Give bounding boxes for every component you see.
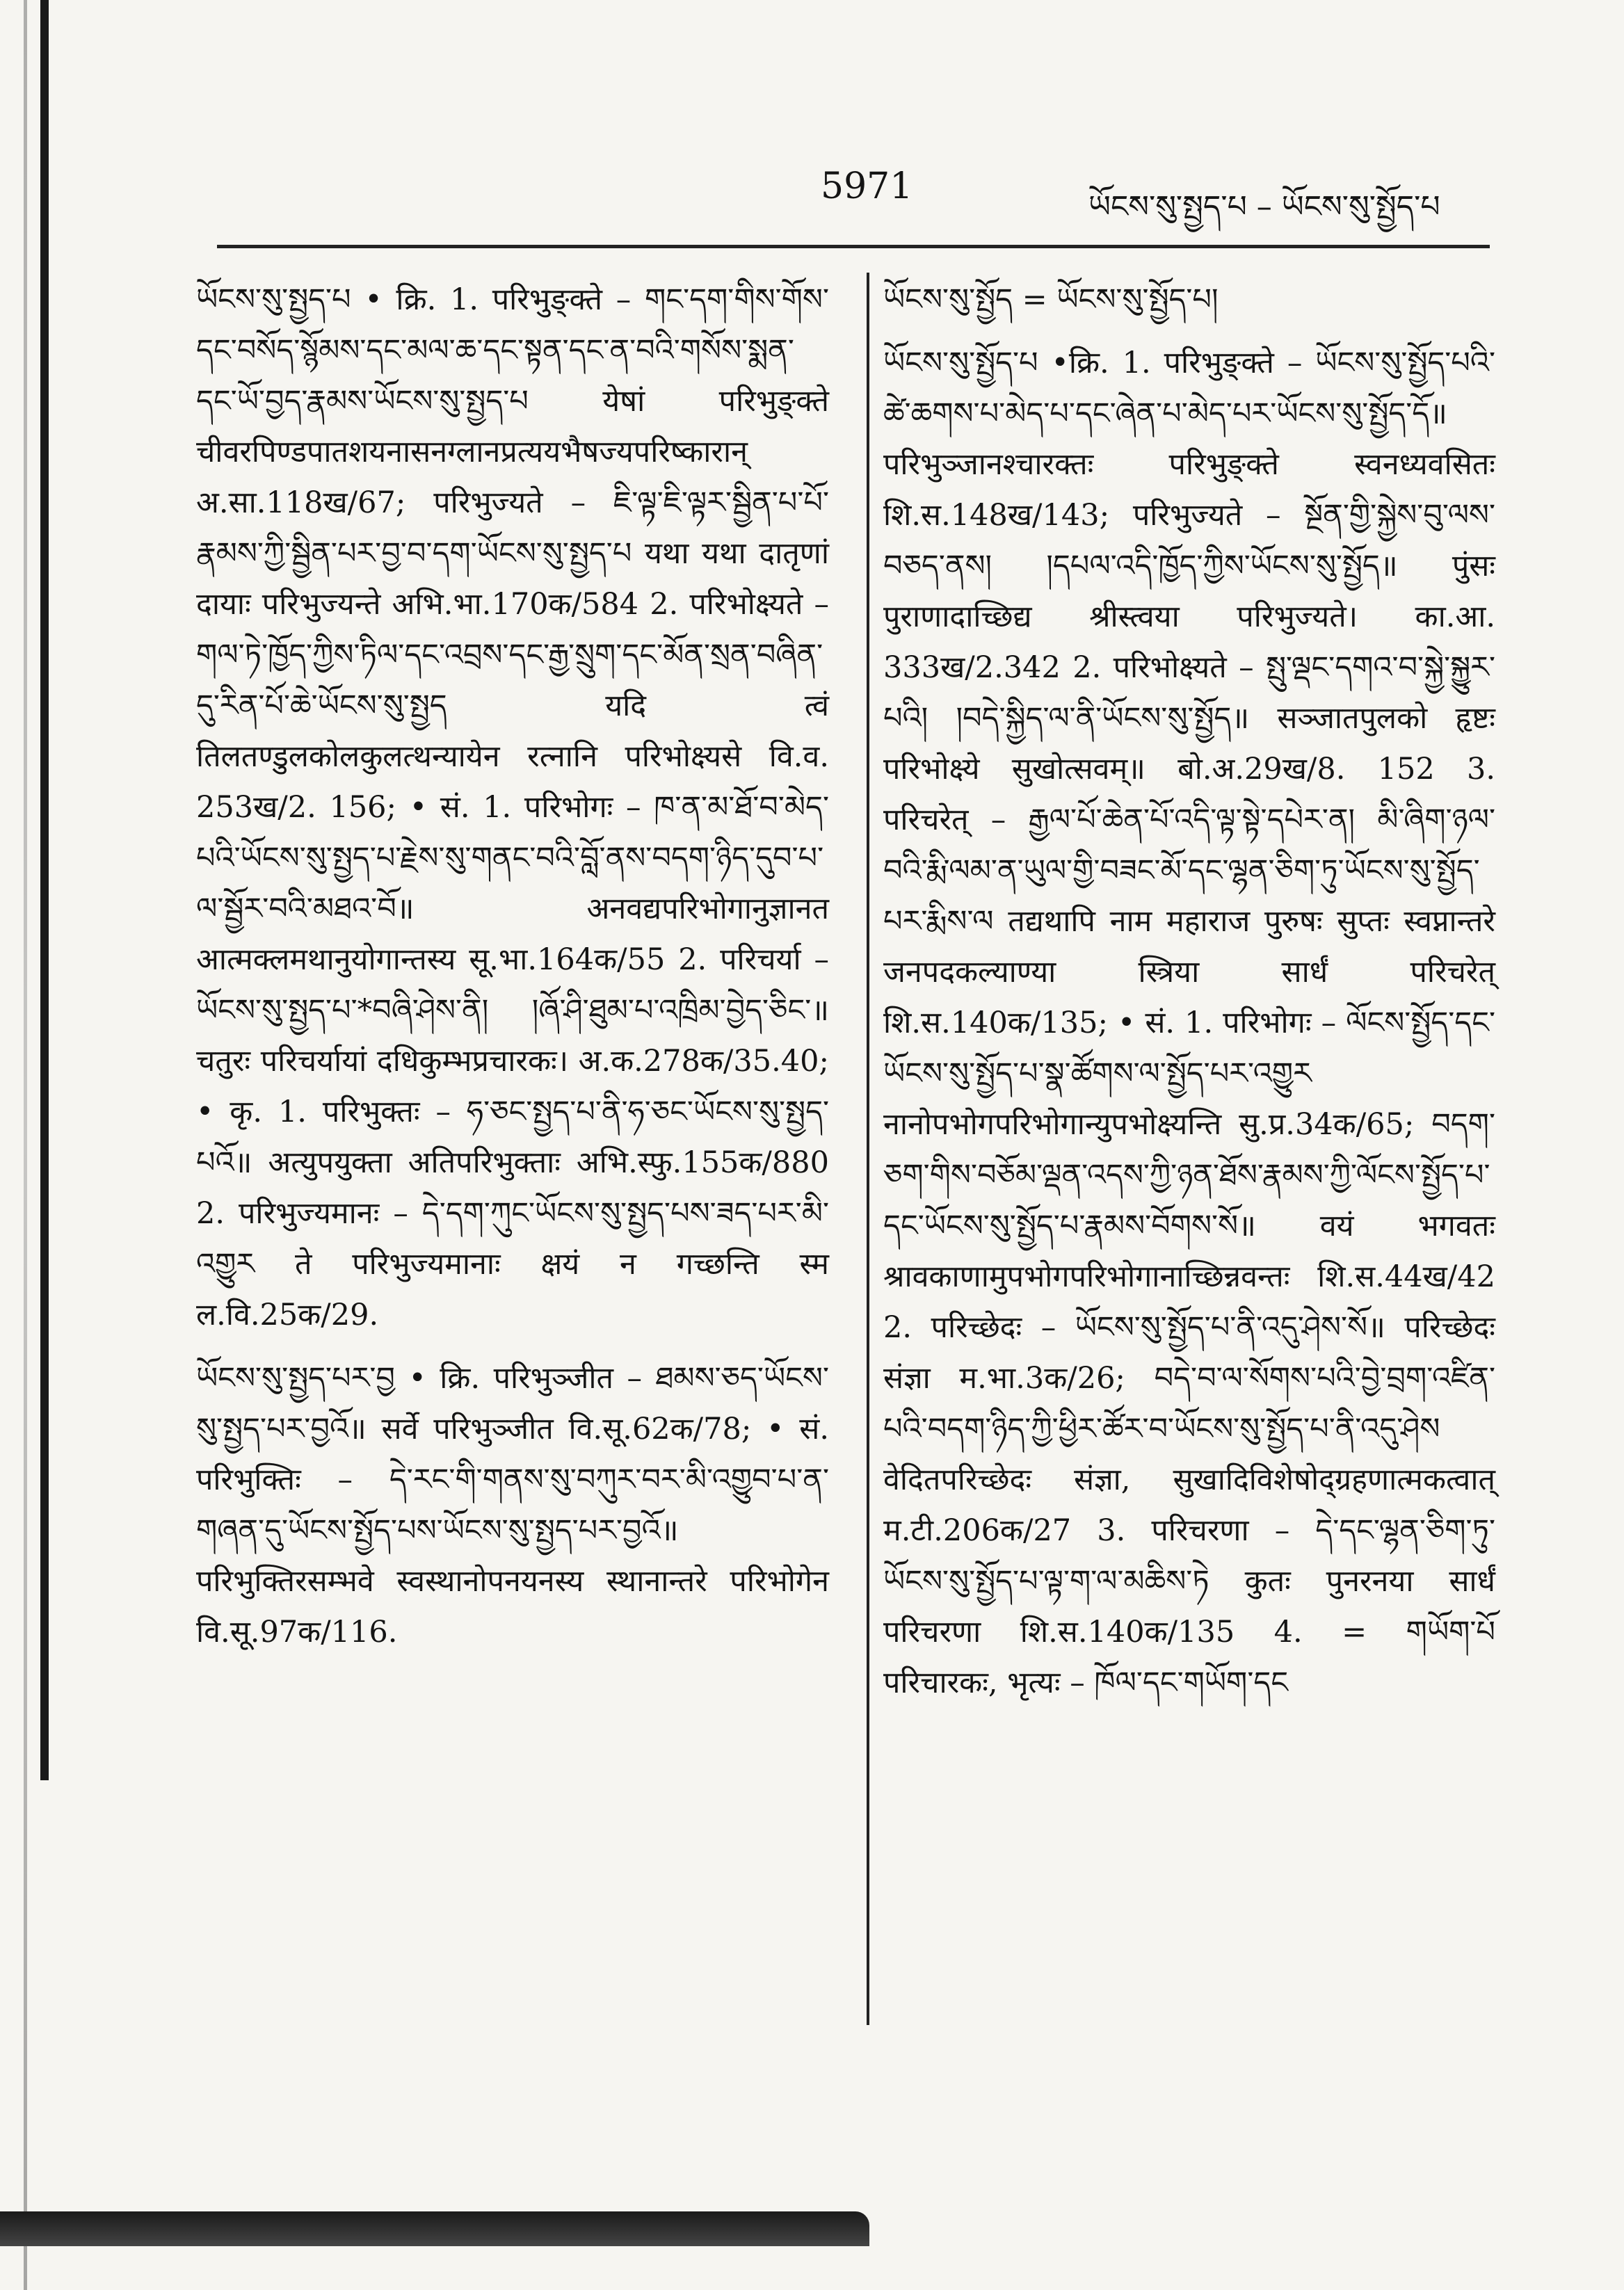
right-column xyxy=(883,275,1495,1721)
entry-yongs-su-spyad-pa: ཡོངས་སུ་སྤྱད་པ • क्रि. 1. परिभुङ्क्ते – གང་དག་གིས་གོས་དང་བསོད་སྙོམས་དང་མལ་ཆ་དང་སྟན་དང་ན་བའི་གསོས་སྨན་དང་ཡོ་བྱད་རྣམས་ཡོངས་སུ་སྤྱད་པ येषां परिभुङ्क्ते चीवरपिण्डपातशयनासनग्लानप्रत्ययभैषज्यपरिष्कारान् अ.सा.118ख/67; परिभुज्यते – ཇི་ལྟ་ཇི་ལྟར་སྦྱིན་པ་པོ་རྣམས་ཀྱི་སྦྱིན་པར་བྱ་བ་དག་ཡོངས་སུ་སྤྱད་པ यथा यथा दातृणां दायाः परिभुज्यन्ते अभि.भा.170क/584 2. परिभोक्ष्यते – གལ་ཏེ་ཁྱོད་ཀྱིས་ཏིལ་དང་འབྲས་དང་རྒྱ་སྲུག་དང་མོན་སྲན་བཞིན་དུ་རིན་པོ་ཆེ་ཡོངས་སུ་སྤྱད यदि त्वं तिलतण्डुलकोलकुलत्थन्यायेन रत्नानि परिभोक्ष्यसे वि.व. 253ख/2. 156; • सं. 1. परिभोगः – ཁ་ན་མ་ཐོ་བ་མེད་པའི་ཡོངས་སུ་སྤྱད་པ་རྗེས་སུ་གནང་བའི་བློ་ནས་བདག་ཉིད་དུབ་པ་ལ་སྦྱོར་བའི་མཐའ་བོ॥ अनवद्यपरिभोगानुज्ञानत आत्मक्लमथानुयोगान्तस्य सू.भा.164क/55 2. परिचर्या – ཡོངས་སུ་སྤྱད་པ་*བཞི་ཤེས་ནི། །ཞོ་ཤི་ཐུམ་པ་འཁྲིམ་བྱེད་ཅིང་॥ चतुरः परिचर्यायां दधिकुम्भप्रचारकः। अ.क.278क/35.40; • कृ. 1. परिभुक्तः – ཧ་ཅང་སྤྱད་པ་ནི་ཧ་ཅང་ཡོངས་སུ་སྤྱད་པའོ॥ अत्युपयुक्ता अतिपरिभुक्ताः अभि.स्फु.155क/880 2. परिभुज्यमानः – དེ་དག་ཀུང་ཡོངས་སུ་སྤྱད་པས་ཟད་པར་མི་འགྱུར ते परिभुज्यमानाः क्षयं न गच्छन्ति स्म ल.वि.25क/29. xyxy=(196,282,829,1332)
left-column xyxy=(196,275,829,1670)
page-number: 5971 xyxy=(821,166,913,207)
entry-yongs-su-spyad-par-bya: ཡོངས་སུ་སྤྱད་པར་བྱ • क्रि. परिभुञ्जीत – ཐམས་ཅད་ཡོངས་སུ་སྤྱད་པར་བྱའོ॥ सर्वे परिभुञ्जीत वि.सू.62क/78; • सं. परिभुक्तिः – དེ་རང་གི་གནས་སུ་བཀུར་བར་མི་འགྱུབ་པ་ན་གཞན་དུ་ཡོངས་སྤྱོད་པས་ཡོངས་སུ་སྤྱད་པར་བྱའོ॥ परिभुक्तिरसम्भवे स्वस्थानोपनयनस्य स्थानान्तरे परिभोगेन वि.सू.97क/116. xyxy=(196,1361,829,1650)
binding-shadow xyxy=(40,0,49,1780)
header-rule xyxy=(217,245,1490,248)
binding-edge xyxy=(24,0,27,2290)
bottom-binding-shadow xyxy=(0,2211,869,2246)
running-head: ཡོངས་སུ་སྤྱད་པ – ཡོངས་སུ་སྤྱོད་པ xyxy=(1088,189,1440,225)
column-divider xyxy=(867,273,869,2025)
entry-yongs-su-spyod: ཡོངས་སུ་སྤྱོད = ཡོངས་སུ་སྤྱོད་པ། xyxy=(883,282,1219,317)
entry-yongs-su-spyod-pa: ཡོངས་སུ་སྤྱོད་པ •क्रि. 1. परिभुङ्क्ते – ཡོངས་སུ་སྤྱོད་པའི་ཚེ་ཆགས་པ་མེད་པ་དང་ཞེན་པ་མེད་པར་ཡོངས་སུ་སྤྱོད་དོ॥ परिभुञ्जानश्चारक्तः परिभुङ्क्ते स्वनध्यवसितः शि.स.148ख/143; परिभुज्यते – སྔོན་གྱི་སྐྱེས་བུ་ལས་བཅད་ནས། །དཔལ་འདི་ཁྱོད་ཀྱིས་ཡོངས་སུ་སྤྱོད॥ पुंसः पुराणादाच्छिद्य श्रीस्त्वया परिभुज्यते। का.आ. 333ख/2.342 2. परिभोक्ष्यते – སྤུ་ལྡང་དགའ་བ་སྐྱེ་སྐྱུར་པའི། །བདེ་སྐྱིད་ལ་ནི་ཡོངས་སུ་སྤྱོད॥ सञ्जातपुलको हृष्टः परिभोक्ष्ये सुखोत्सवम्॥ बो.अ.29ख/8. 152 3. परिचरेत् – རྒྱལ་པོ་ཆེན་པོ་འདི་ལྟ་སྟེ་དཔེར་ན། མི་ཞིག་ཉལ་བའི་རྨི་ལམ་ན་ཡུལ་གྱི་བཟང་མོ་དང་ལྷན་ཅིག་ཏུ་ཡོངས་སུ་སྤྱོད་པར་རྨིས་ལ तद्यथापि नाम महाराज पुरुषः सुप्तः स्वप्नान्तरे जनपदकल्याण्या स्त्रिया सार्धं परिचरेत् शि.स.140क/135; • सं. 1. परिभोगः – ལོངས་སྤྱོད་དང་ཡོངས་སུ་སྤྱོད་པ་སྣ་ཚོགས་ལ་སྤྱོད་པར་འགྱུར नानोपभोगपरिभोगान्युपभोक्ष्यन्ति सु.प्र.34क/65; བདག་ཅག་གིས་བཅོམ་ལྡན་འདས་ཀྱི་ཉན་ཐོས་རྣམས་ཀྱི་ལོངས་སྤྱོད་པ་དང་ཡོངས་སུ་སྤྱོད་པ་རྣམས་བོགས་སོ॥ वयं भगवतः श्रावकाणामुपभोगपरिभोगानाच्छिन्नवन्तः शि.स.44ख/42 2. परिच्छेदः – ཡོངས་སུ་སྤྱོད་པ་ནི་འདུ་ཤེས་སོ॥ परिच्छेदः संज्ञा म.भा.3क/26; བདེ་བ་ལ་སོགས་པའི་བྱེ་བྲག་འཛིན་པའི་བདག་ཉིད་ཀྱི་ཕྱིར་ཚོར་བ་ཡོངས་སུ་སྤྱོད་པ་ནི་འདུ་ཤེས वेदितपरिच्छेदः संज्ञा, सुखादिविशेषोद्ग्रहणात्मकत्वात् म.टी.206क/27 3. परिचरणा – དེ་དང་ལྷན་ཅིག་ཏུ་ཡོངས་སུ་སྤྱོད་པ་ལྟ་ག་ལ་མཆིས་ཏེ कुतः पुनरनया सार्धं परिचरणा शि.स.140क/135 4. = གཡོག་པོ परिचारकः, भृत्यः – ཁོལ་དང་གཡོག་དང xyxy=(883,346,1495,1700)
